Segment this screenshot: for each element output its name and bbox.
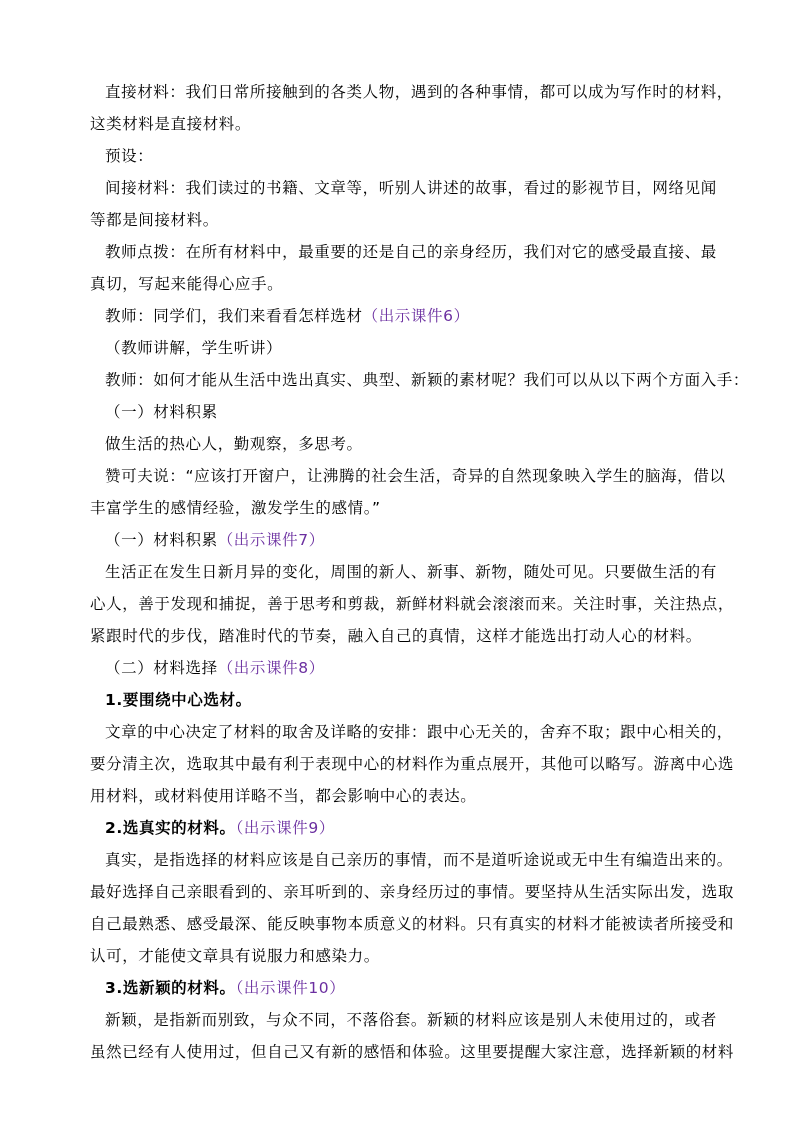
paragraph-line: 做生活的热心人，勤观察，多思考。 xyxy=(105,435,363,453)
paragraph-line: 这类材料是直接材料。 xyxy=(90,115,252,133)
paragraph-line: 教师：如何才能从生活中选出真实、典型、新颖的素材呢？我们可以从以下两个方面入手： xyxy=(105,371,750,389)
slide-reference: （出示课件9） xyxy=(235,819,335,837)
subheading-text: 3.选新颖的材料。 xyxy=(105,979,236,997)
paragraph-line: 真切，写起来能得心应手。 xyxy=(90,275,284,293)
paragraph-line: 紧跟时代的步伐，踏准时代的节奏，融入自己的真情，这样才能选出打动人心的材料。 xyxy=(90,627,702,645)
paragraph-line: 预设： xyxy=(105,147,154,165)
paragraph-line: 间接材料：我们读过的书籍、文章等，听别人讲述的故事，看过的影视节目，网络见闻 xyxy=(105,179,717,197)
subheading-text: 2.选真实的材料。 xyxy=(105,819,236,837)
slide-reference: （出示课件8） xyxy=(217,659,325,677)
paragraph-line: 认可，才能使文章具有说服力和感染力。 xyxy=(90,947,380,965)
paragraph-line xyxy=(105,304,470,328)
paragraph-line: 最好选择自己亲眼看到的、亲耳听到的、亲身经历过的事情。要坚持从生活实际出发，选取 xyxy=(90,883,735,901)
paragraph-line: 教师点拨：在所有材料中，最重要的还是自己的亲身经历，我们对它的感受最直接、最 xyxy=(105,243,717,261)
slide-reference: （出示课件10） xyxy=(235,979,346,997)
paragraph-line: （教师讲解，学生听讲） xyxy=(105,339,283,357)
slide-reference: （出示课件6） xyxy=(362,307,470,325)
paragraph-line: 自己最熟悉、感受最深、能反映事物本质意义的材料。只有真实的材料才能被读者所接受和 xyxy=(90,915,735,933)
heading-text: （一）材料积累 xyxy=(105,531,218,549)
paragraph-line: 等都是间接材料。 xyxy=(90,211,219,229)
paragraph-line: 生活正在发生日新月异的变化，周围的新人、新事、新物，随处可见。只要做生活的有 xyxy=(105,563,717,581)
subheading: 1.要围绕中心选材。 xyxy=(105,691,252,709)
paragraph-line: 赞可夫说：“应该打开窗户，让沸腾的社会生活，奇异的自然现象映入学生的脑海，借以 xyxy=(105,467,726,485)
paragraph-line: 心人，善于发现和捕捉，善于思考和剪裁，新鲜材料就会滚滚而来。关注时事，关注热点， xyxy=(90,595,735,613)
paragraph-line: 用材料，或材料使用详略不当，都会影响中心的表达。 xyxy=(90,787,477,805)
paragraph-line: 直接材料：我们日常所接触到的各类人物，遇到的各种事情，都可以成为写作时的材料， xyxy=(105,83,733,101)
section-heading xyxy=(105,528,325,552)
heading-text: （二）材料选择 xyxy=(105,659,218,677)
paragraph-line: 要分清主次，选取其中最有利于表现中心的材料作为重点展开，其他可以略写。游离中心选 xyxy=(90,755,735,773)
paragraph-line: 真实，是指选择的材料应该是自己亲历的事情，而不是道听途说或无中生有编造出来的。 xyxy=(105,851,733,869)
slide-reference: （出示课件7） xyxy=(217,531,325,549)
paragraph-line: 丰富学生的感情经验，激发学生的感情。” xyxy=(90,499,381,517)
paragraph-line: 虽然已经有人使用过，但自己又有新的感悟和体验。这里要提醒大家注意，选择新颖的材料 xyxy=(90,1043,735,1061)
subheading xyxy=(105,816,335,840)
paragraph-line: 新颖，是指新而别致，与众不同，不落俗套。新颖的材料应该是别人未使用过的，或者 xyxy=(105,1011,717,1029)
line-text: 教师：同学们，我们来看看怎样选材 xyxy=(105,307,363,325)
section-heading: （一）材料积累 xyxy=(105,403,218,421)
subheading xyxy=(105,976,345,1000)
section-heading xyxy=(105,656,325,680)
paragraph-line: 文章的中心决定了材料的取舍及详略的安排：跟中心无关的，舍弃不取；跟中心相关的， xyxy=(105,723,733,741)
